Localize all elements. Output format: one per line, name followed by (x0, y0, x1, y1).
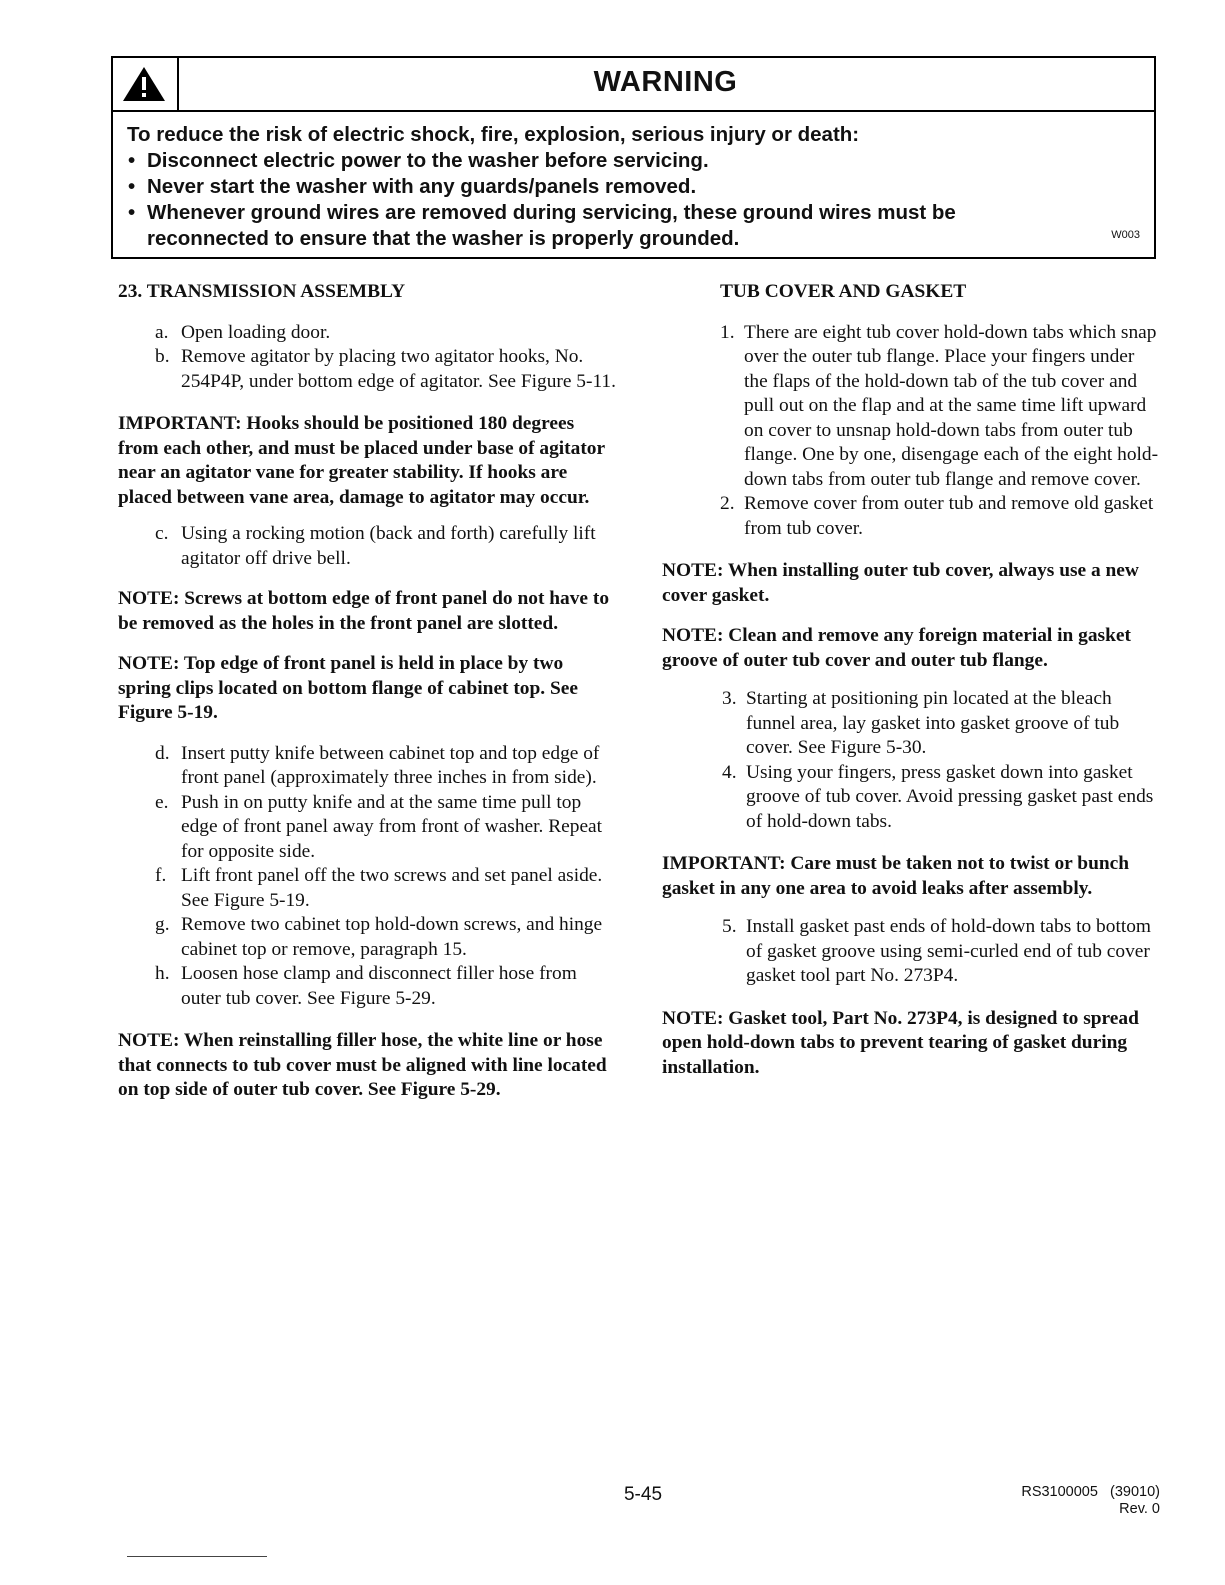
list-text: Install gasket past ends of hold-down tabs to bottom of gasket groove using semi-curled end of tub cover gasket tool part No. 273P4. (746, 916, 1151, 986)
list-item (662, 492, 1162, 541)
list-item (118, 522, 618, 571)
list-item (118, 791, 618, 865)
bottom-rule (127, 1556, 267, 1557)
list-marker: 3. (722, 688, 737, 709)
list-marker: 5. (722, 916, 737, 937)
list-marker: 2. (720, 493, 735, 514)
list-item (662, 915, 1162, 989)
warning-header (113, 58, 1154, 112)
list-text: Remove two cabinet top hold-down screws, and hinge cabinet top or remove, paragraph 15. (181, 914, 603, 960)
revision-label: Rev. 0 (1119, 1501, 1160, 1517)
list-text: Loosen hose clamp and disconnect filler hose from outer tub cover. See Figure 5-29. (181, 963, 577, 1009)
list-item (118, 962, 618, 1011)
warning-body (127, 122, 1140, 252)
list-text: Starting at positioning pin located at the bleach funnel area, lay gasket into gasket groove of tub cover. See Figure 5-30. (746, 688, 1120, 758)
list-text: Using your fingers, press gasket down into gasket groove of tub cover. Avoid pressing gasket past ends of hold-down tabs. (746, 761, 1154, 832)
important-note: IMPORTANT: Care must be taken not to twist or bunch gasket in any one area to avoid leaks after assembly. (662, 853, 1130, 899)
list-item (118, 864, 618, 913)
list-marker: h. (155, 963, 170, 984)
list-item (662, 761, 1162, 835)
list-item (118, 742, 618, 791)
document-id (1021, 1484, 1160, 1518)
list-item (118, 321, 618, 346)
note-block: NOTE: Screws at bottom edge of front panel do not have to be removed as the holes in the front panel are slotted. (118, 588, 610, 634)
right-column (662, 280, 1162, 1092)
list-item (662, 321, 1162, 493)
warning-bullet: • Whenever ground wires are removed during servicing, these ground wires must be reconnected to ensure that the washer is properly grounded. (127, 200, 1027, 252)
list-marker: a. (155, 321, 169, 343)
note-block: NOTE: Gasket tool, Part No. 273P4, is designed to spread open hold-down tabs to prevent tearing of gasket during installation. (662, 1007, 1139, 1078)
warning-bullet: • Never start the washer with any guards/panels removed. (127, 174, 1140, 200)
doc-number: RS3100005 (39010) (1021, 1484, 1160, 1500)
list-text: Insert putty knife between cabinet top and top edge of front panel (approximately three inches in from side). (181, 742, 600, 788)
list-text: Lift front panel off the two screws and set panel aside. See Figure 5-19. (181, 865, 603, 911)
list-item (662, 687, 1162, 761)
list-text: Push in on putty knife and at the same time pull top edge of front panel away from front of washer. Repeat for opposite side. (181, 791, 603, 862)
list-text: Using a rocking motion (back and forth) carefully lift agitator off drive bell. (181, 523, 596, 569)
warning-code: W003 (1111, 229, 1140, 241)
warning-icon-cell (113, 58, 179, 110)
list-marker: 4. (722, 761, 737, 783)
list-marker: c. (155, 523, 169, 544)
left-column (118, 280, 618, 1115)
list-marker: g. (155, 914, 170, 935)
list-marker: 1. (720, 321, 735, 343)
list-marker: b. (155, 346, 170, 367)
list-text: There are eight tub cover hold-down tabs which snap over the outer tub flange. Place your fingers under the flaps of the hold-down tab of the tub cover and pull out on the flap and at the same time lift upward on cover to unsnap hold-down tabs from outer tub flange. One by one, disengage each of the eight hold-down tabs from outer tub flange and remove cover. (744, 321, 1159, 490)
warning-triangle-icon (121, 65, 167, 103)
list-item (118, 345, 618, 394)
warning-box (111, 56, 1156, 259)
list-marker: d. (155, 742, 170, 764)
list-item (118, 913, 618, 962)
note-block: NOTE: When reinstalling filler hose, the white line or hose that connects to tub cover must be aligned with line located on top side of outer tub cover. See Figure 5-29. (118, 1030, 607, 1100)
note-block: NOTE: When installing outer tub cover, always use a new cover gasket. (662, 560, 1139, 606)
important-note: IMPORTANT: Hooks should be positioned 180 degrees from each other, and must be placed under base of agitator near an agitator vane for greater stability. If hooks are placed between vane area, damage to agitator may occur. (118, 413, 605, 508)
list-marker: f. (155, 865, 167, 886)
list-text: Open loading door. (181, 321, 331, 343)
list-text: Remove cover from outer tub and remove old gasket from tub cover. (744, 493, 1154, 539)
list-marker: e. (155, 791, 169, 813)
note-block: NOTE: Clean and remove any foreign material in gasket groove of outer tub cover and outer tub flange. (662, 625, 1131, 671)
section-heading: 23. TRANSMISSION ASSEMBLY (118, 281, 406, 302)
warning-title: WARNING (593, 66, 738, 98)
list-text: Remove agitator by placing two agitator hooks, No. 254P4P, under bottom edge of agitator. See Figure 5-11. (181, 346, 616, 392)
page-number: 5-45 (623, 1484, 663, 1505)
warning-intro: To reduce the risk of electric shock, fire, explosion, serious injury or death: (127, 123, 860, 146)
warning-bullet: • Disconnect electric power to the washer before servicing. (127, 148, 1140, 174)
note-block: NOTE: Top edge of front panel is held in place by two spring clips located on bottom flange of cabinet top. See Figure 5-19. (118, 653, 578, 723)
section-heading: TUB COVER AND GASKET (720, 281, 967, 302)
